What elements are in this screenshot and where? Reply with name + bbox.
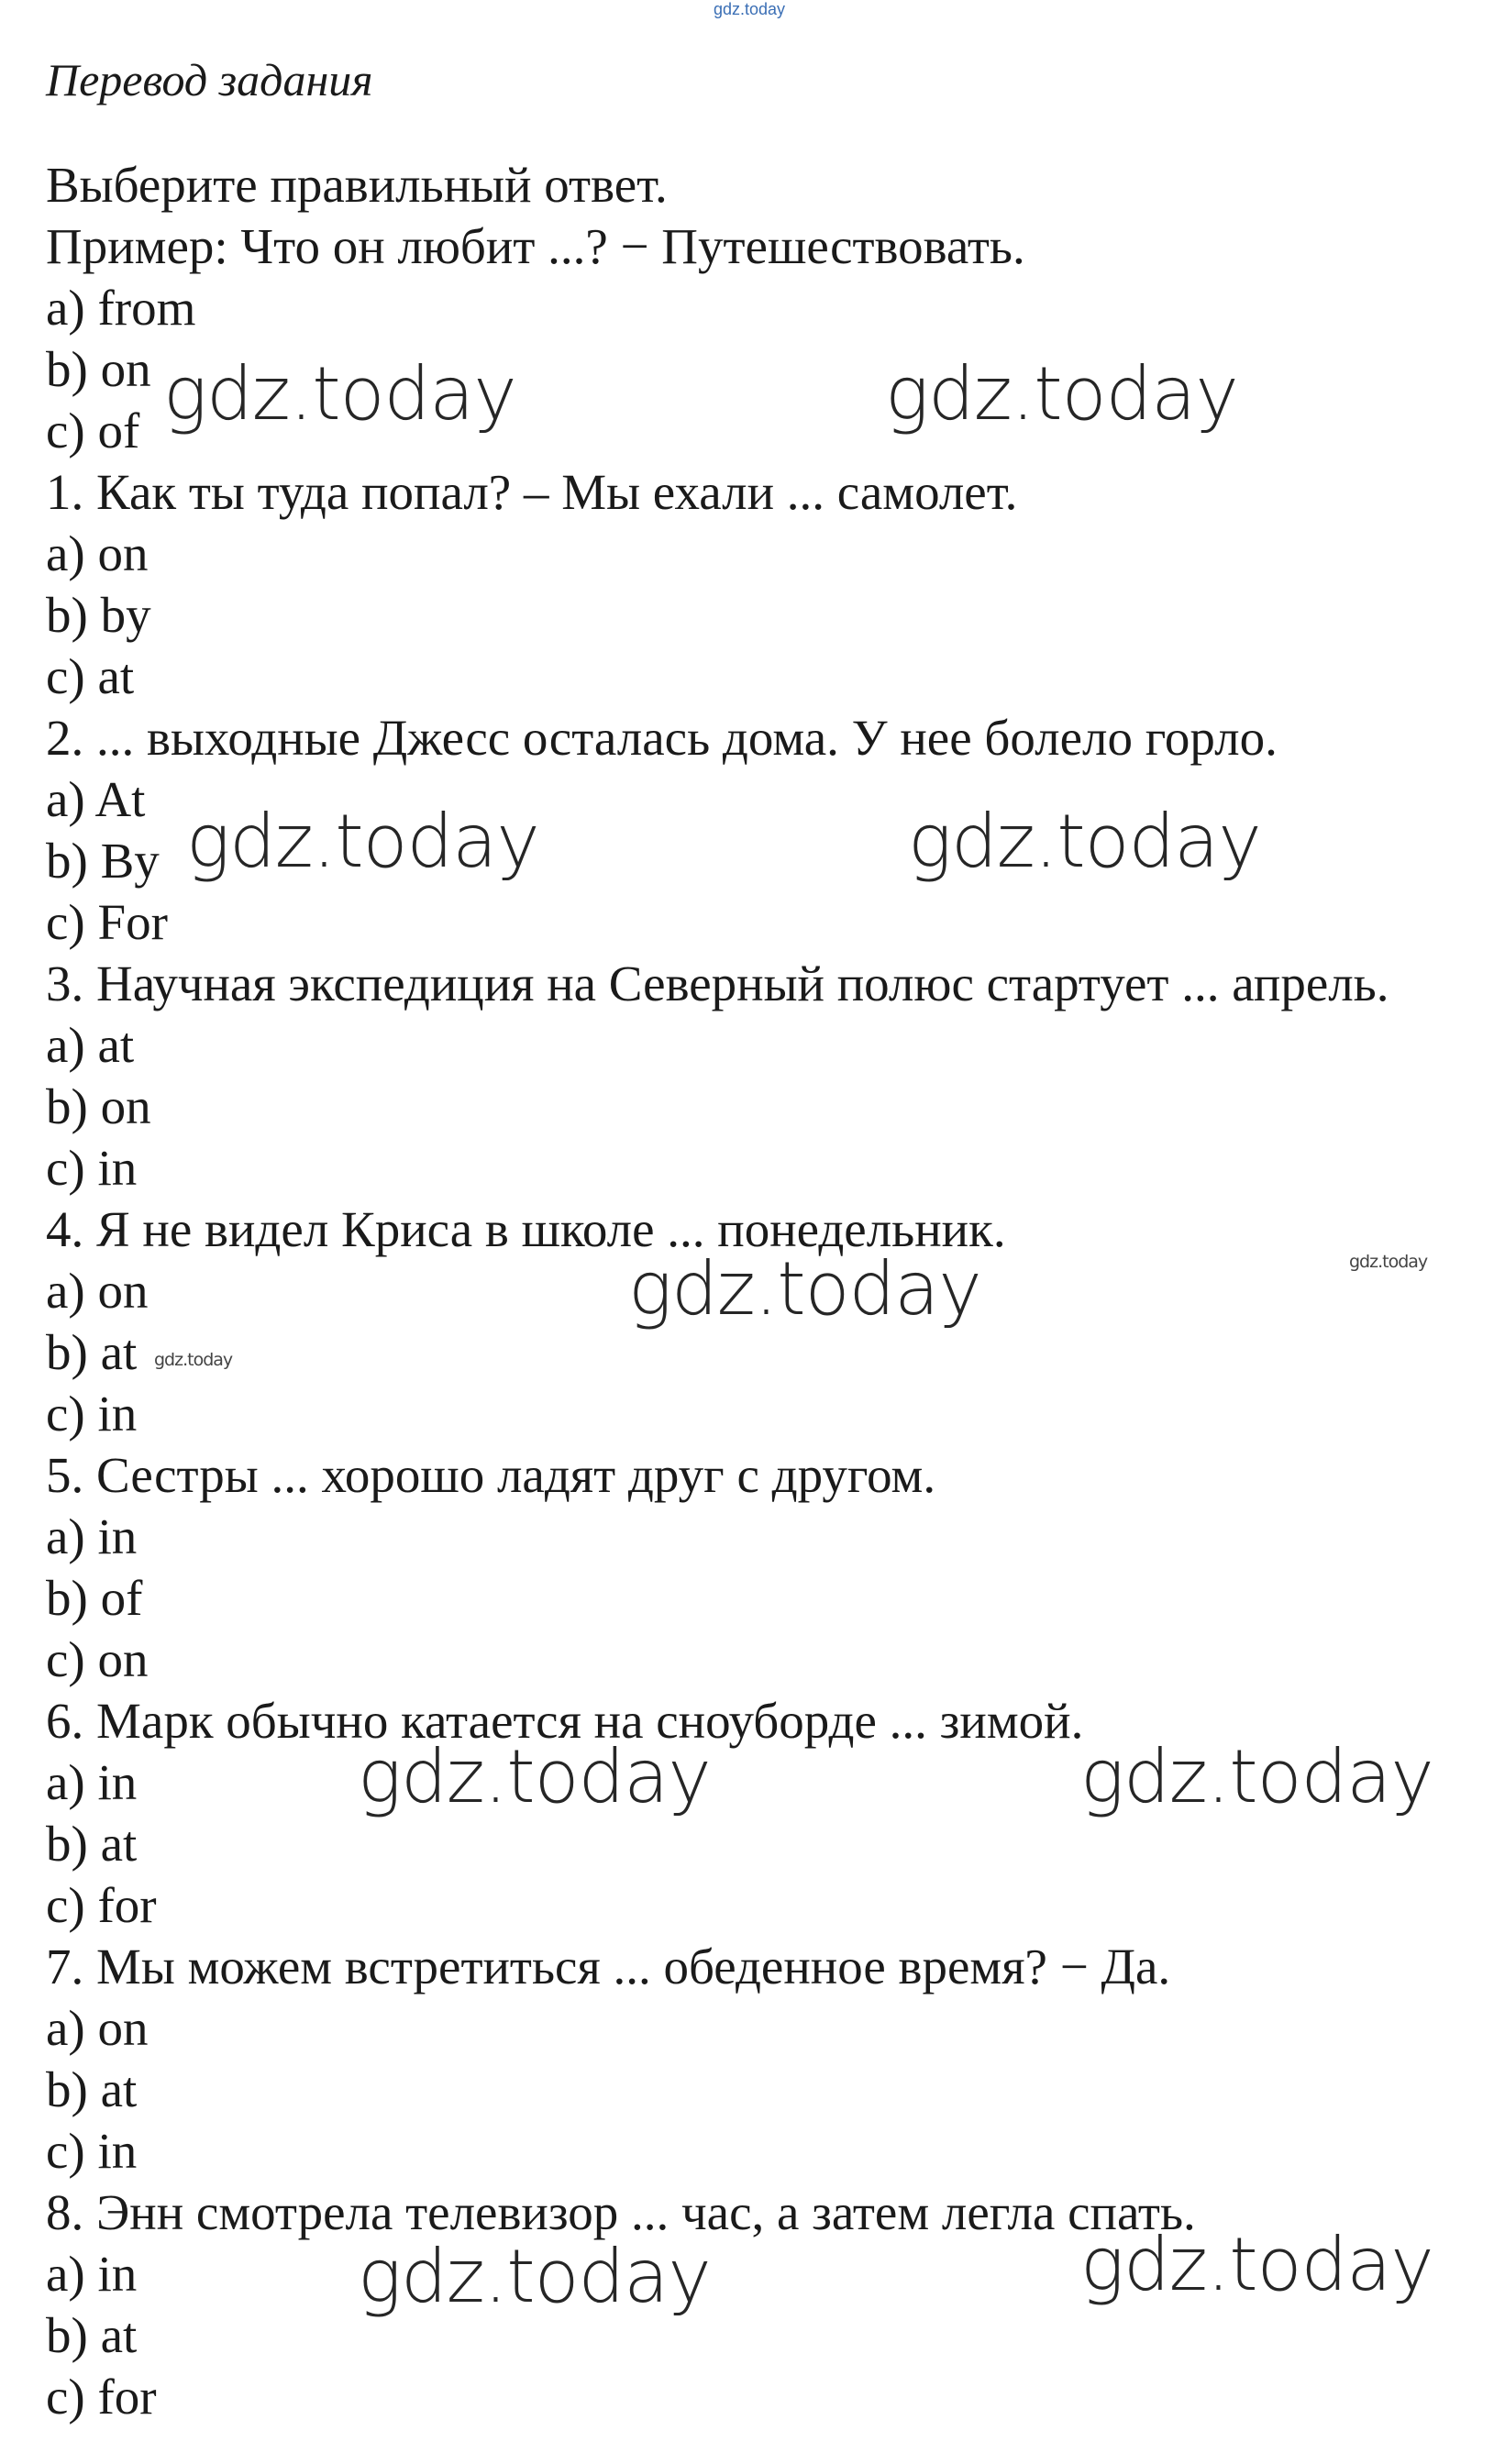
question-8-option-c: c) for <box>46 2369 157 2425</box>
watermark-text: gdz.today <box>358 2234 711 2319</box>
question-8-option-a: a) in <box>46 2246 138 2302</box>
question-7-option-b: b) at <box>46 2061 138 2117</box>
watermark-text: gdz.today <box>908 799 1261 884</box>
example-option-a: a) from <box>46 280 196 336</box>
watermark-text: gdz.today <box>358 1734 711 1819</box>
question-7-option-c: c) in <box>46 2123 138 2179</box>
example-question: Пример: Что он любит ...? − Путешествовать. <box>46 218 1025 274</box>
question-7: 7. Мы можем встретиться ... обеденное время? − Да. <box>46 1939 1171 1994</box>
question-1-option-a: a) on <box>46 525 149 581</box>
question-3-option-c: c) in <box>46 1140 138 1196</box>
question-4: 4. Я не видел Криса в школе ... понедельник. <box>46 1201 1006 1257</box>
question-5-option-c: c) on <box>46 1631 149 1687</box>
question-1-option-c: c) at <box>46 648 135 704</box>
question-8-option-b: b) at <box>46 2307 138 2363</box>
example-option-c: c) of <box>46 403 140 459</box>
example-option-b: b) on <box>46 341 151 397</box>
question-3: 3. Научная экспедиция на Северный полюс стартует ... апрель. <box>46 956 1389 1011</box>
watermark-text: gdz.today <box>154 1350 233 1370</box>
question-4-option-b: b) at <box>46 1324 138 1380</box>
question-6: 6. Марк обычно катается на сноуборде ... зимой. <box>46 1693 1084 1749</box>
instruction-line: Выберите правильный ответ. <box>46 157 668 213</box>
watermark-text: gdz.today <box>885 351 1238 436</box>
question-2-option-a: a) At <box>46 771 146 827</box>
question-4-option-a: a) on <box>46 1263 149 1319</box>
question-5: 5. Сестры ... хорошо ладят друг с другом. <box>46 1447 936 1503</box>
question-2: 2. ... выходные Джесс осталась дома. У нее болело горло. <box>46 710 1278 766</box>
watermark-text: gdz.today <box>1080 2222 1433 2307</box>
question-4-option-c: c) in <box>46 1386 138 1442</box>
question-3-option-b: b) on <box>46 1078 151 1134</box>
watermark-text: gdz.today <box>163 351 516 436</box>
question-6-option-b: b) at <box>46 1816 138 1872</box>
question-7-option-a: a) on <box>46 2000 149 2056</box>
question-5-option-a: a) in <box>46 1508 138 1564</box>
watermark-text: gdz.today <box>186 799 539 884</box>
watermark-top: gdz.today <box>714 0 786 18</box>
question-8: 8. Энн смотрела телевизор ... час, а затем легла спать. <box>46 2184 1196 2240</box>
watermark-text: gdz.today <box>628 1246 981 1331</box>
question-1: 1. Как ты туда попал? – Мы ехали ... самолет. <box>46 464 1018 520</box>
question-2-option-b: b) By <box>46 833 160 889</box>
question-6-option-a: a) in <box>46 1754 138 1810</box>
question-5-option-b: b) of <box>46 1570 143 1626</box>
question-2-option-c: c) For <box>46 894 168 950</box>
question-3-option-a: a) at <box>46 1017 135 1073</box>
question-1-option-b: b) by <box>46 587 151 643</box>
watermark-text: gdz.today <box>1080 1734 1433 1819</box>
watermark-text: gdz.today <box>1349 1252 1428 1272</box>
question-6-option-c: c) for <box>46 1877 157 1933</box>
page-title: Перевод задания <box>46 54 373 105</box>
